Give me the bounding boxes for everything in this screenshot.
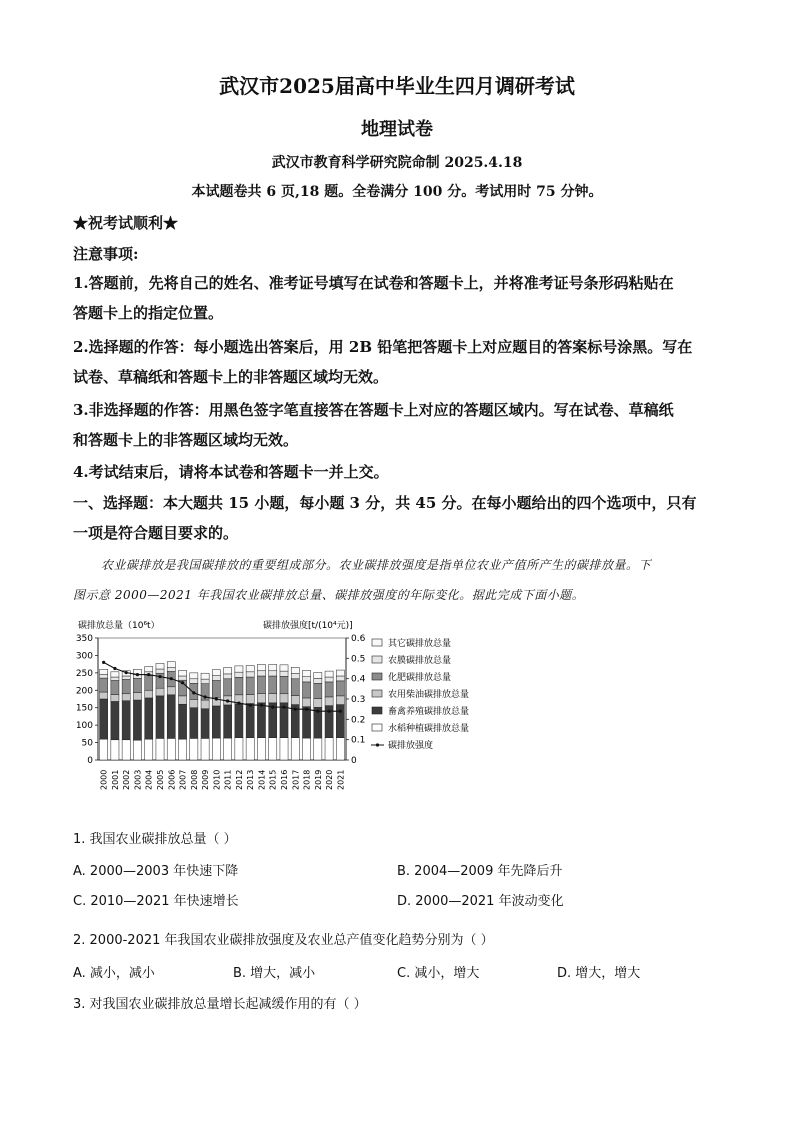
wish-text: ★祝考试顺利★ — [73, 214, 179, 232]
bar-segment — [201, 673, 209, 679]
x-tick-label: 2017 — [291, 769, 301, 790]
bar-segment — [302, 738, 310, 760]
q1-option-d: D. 2000—2021 年波动变化 — [397, 894, 564, 909]
bar-segment — [190, 699, 198, 707]
bar-segment — [100, 699, 108, 739]
intensity-point — [181, 681, 184, 684]
left-tick-label: 50 — [81, 738, 93, 749]
bar-segment — [100, 675, 108, 678]
legend-line-dot — [376, 743, 379, 746]
bar-segment — [145, 690, 153, 698]
intensity-point — [158, 675, 161, 678]
notice-item-3-line2: 和答题卡上的非答题区域均无效。 — [73, 431, 299, 449]
bar-segment — [246, 704, 254, 738]
intensity-point — [339, 710, 342, 713]
x-tick-label: 2003 — [133, 769, 143, 790]
bar-segment — [100, 669, 108, 674]
right-tick-label: 0.3 — [351, 695, 366, 705]
bar-segment — [257, 693, 265, 702]
bar-segment — [325, 682, 333, 697]
right-axis-title: 碳排放强度[t/(10⁴元)] — [263, 621, 353, 631]
bar-segment — [178, 676, 186, 680]
q1-option-b: B. 2004—2009 年先降后升 — [397, 864, 563, 879]
bar-segment — [190, 738, 198, 760]
legend-swatch — [372, 690, 382, 697]
x-tick-label: 2004 — [144, 769, 154, 790]
intro-line1: 农业碳排放是我国碳排放的重要组成部分。农业碳排放强度是指单位农业产值所产生的碳排放量。下 — [101, 558, 652, 572]
bar-segment — [314, 678, 322, 683]
bar-segment — [224, 674, 232, 679]
bar-segment — [280, 738, 288, 760]
legend-label: 其它碳排放总量 — [388, 639, 452, 649]
bar-segment — [291, 738, 299, 760]
bar-segment — [167, 667, 175, 671]
left-tick-label: 0 — [87, 756, 93, 766]
bar-segment — [133, 740, 141, 760]
bar-segment — [302, 682, 310, 698]
bar-segment — [145, 667, 153, 672]
intensity-point — [305, 708, 308, 711]
bar-segment — [257, 664, 265, 670]
bar-segment — [314, 738, 322, 760]
bar-segment — [156, 696, 164, 739]
carbon-emission-chart — [70, 612, 520, 822]
intensity-point — [192, 691, 195, 694]
bar-segment — [235, 666, 243, 672]
x-tick-label: 2020 — [325, 769, 335, 790]
bar-segment — [235, 704, 243, 738]
bar-segment — [257, 703, 265, 738]
bar-segment — [280, 671, 288, 676]
bar-segment — [314, 673, 322, 679]
x-tick-label: 2012 — [234, 769, 244, 790]
notice-item-1-line1: 1.答题前，先将自己的姓名、准考证号填写在试卷和答题卡上，并将准考证号条形码粘贴在 — [73, 274, 674, 292]
bar-segment — [111, 681, 119, 695]
intensity-point — [249, 704, 252, 707]
x-tick-label: 2010 — [212, 769, 222, 790]
left-tick-label: 350 — [75, 634, 93, 644]
bar-segment — [302, 677, 310, 682]
exam-subtitle: 地理试卷 — [361, 119, 433, 140]
bar-segment — [314, 699, 322, 708]
bar-segment — [133, 693, 141, 700]
bar-segment — [201, 738, 209, 760]
bar-segment — [336, 705, 344, 738]
legend-swatch — [372, 639, 382, 646]
bar-segment — [325, 738, 333, 760]
bar-segment — [246, 694, 254, 703]
bar-segment — [100, 739, 108, 760]
left-tick-label: 250 — [75, 668, 93, 679]
x-tick-label: 2021 — [336, 769, 346, 790]
intensity-point — [316, 710, 319, 713]
section-heading-line2: 一项是符合题目要求的。 — [73, 524, 239, 542]
notice-item-4: 4.考试结束后，请将本试卷和答题卡一并上交。 — [73, 463, 389, 481]
q2-option-a: A. 减小，减小 — [73, 966, 155, 981]
legend-label: 农用柴油碳排放总量 — [388, 690, 470, 700]
bar-segment — [246, 672, 254, 677]
bar-segment — [224, 705, 232, 738]
notice-item-1-line2: 答题卡上的指定位置。 — [73, 304, 224, 322]
right-tick-label: 0.6 — [351, 634, 366, 644]
legend-label: 化肥碳排放总量 — [388, 673, 452, 683]
left-tick-label: 200 — [75, 686, 93, 697]
intro-line2: 图示意 2000—2021 年我国农业碳排放总量、碳排放强度的年际变化。据此完成下面小题。 — [73, 588, 585, 602]
bar-segment — [246, 738, 254, 760]
chart-svg — [70, 612, 520, 822]
bar-segment — [291, 667, 299, 673]
bar-segment — [122, 679, 130, 693]
intensity-point — [136, 673, 139, 676]
intensity-point — [203, 695, 206, 698]
bar-segment — [122, 676, 130, 679]
bar-segment — [235, 672, 243, 677]
intensity-point — [294, 708, 297, 711]
bar-segment — [201, 700, 209, 709]
bar-segment — [336, 670, 344, 676]
intensity-point — [215, 697, 218, 700]
bar-segment — [111, 740, 119, 760]
intensity-point — [125, 671, 128, 674]
section-heading — [73, 488, 733, 548]
exam-title: 武汉市2025届高中毕业生四月调研考试 — [219, 74, 575, 98]
x-tick-label: 2013 — [246, 769, 256, 790]
bar-segment — [336, 681, 344, 696]
bar-segment — [291, 674, 299, 679]
bar-segment — [111, 677, 119, 680]
intensity-point — [282, 706, 285, 709]
bar-segment — [235, 677, 243, 694]
intro-text — [73, 550, 733, 610]
bar-segment — [235, 738, 243, 760]
bar-segment — [325, 671, 333, 677]
bar-segment — [246, 677, 254, 694]
x-tick-label: 2007 — [178, 769, 188, 790]
bar-segment — [167, 695, 175, 739]
left-tick-label: 300 — [75, 651, 93, 662]
bar-segment — [145, 739, 153, 760]
exam-meta: 本试题卷共 6 页,18 题。全卷满分 100 分。考试用时 75 分钟。 — [191, 184, 603, 200]
bar-segment — [336, 696, 344, 705]
bar-segment — [100, 692, 108, 699]
question-2: 2. 2000-2021 年我国农业碳排放强度及农业总产值变化趋势分别为（ ） — [73, 933, 494, 948]
right-tick-label: 0.4 — [351, 674, 366, 685]
bar-segment — [257, 676, 265, 693]
bar-segment — [156, 663, 164, 669]
notice-item-3-line1: 3.非选择题的作答：用黑色签字笔直接答在答题卡上对应的答题区域内。写在试卷、草稿纸 — [73, 401, 674, 419]
x-tick-label: 2009 — [201, 769, 211, 790]
x-tick-label: 2011 — [223, 769, 233, 790]
bar-segment — [167, 662, 175, 668]
bar-segment — [178, 696, 186, 704]
bar-segment — [156, 688, 164, 696]
bar-segment — [280, 694, 288, 703]
notice-item-2 — [73, 332, 733, 392]
bar-segment — [257, 738, 265, 760]
x-tick-label: 2018 — [302, 769, 312, 790]
bar-segment — [167, 738, 175, 760]
bar-segment — [269, 664, 277, 670]
bar-segment — [133, 678, 141, 692]
notice-heading: 注意事项: — [73, 245, 139, 263]
bar-segment — [224, 738, 232, 760]
bar-segment — [302, 707, 310, 738]
x-tick-label: 2014 — [257, 769, 267, 790]
bar-segment — [100, 678, 108, 692]
notice-item-2-line1: 2.选择题的作答：每小题选出答案后，用 2B 铅笔把答题卡上对应题目的答案标号涂黑。写在 — [73, 338, 693, 356]
bar-segment — [156, 669, 164, 673]
bar-segment — [145, 698, 153, 739]
left-axis-title: 碳排放总量（10⁶t） — [78, 621, 160, 631]
right-tick-label: 0.1 — [351, 735, 366, 746]
bar-segment — [190, 673, 198, 679]
bar-segment — [122, 694, 130, 701]
legend-label: 农膜碳排放总量 — [388, 656, 452, 666]
left-tick-label: 150 — [75, 703, 93, 714]
intensity-point — [102, 661, 105, 664]
legend-label: 水稻种植碳排放总量 — [388, 724, 470, 734]
x-tick-label: 2002 — [122, 769, 132, 790]
bar-segment — [257, 671, 265, 676]
x-tick-label: 2000 — [99, 769, 109, 790]
legend-label: 畜禽养殖碳排放总量 — [388, 707, 470, 717]
bar-segment — [212, 670, 220, 676]
bar-segment — [111, 701, 119, 739]
bar-segment — [212, 738, 220, 760]
x-tick-label: 2015 — [268, 769, 278, 790]
intensity-point — [147, 673, 150, 676]
bar-segment — [212, 681, 220, 698]
bar-segment — [269, 676, 277, 693]
question-3: 3. 对我国农业碳排放总量增长起减缓作用的有（ ） — [73, 997, 367, 1012]
left-tick-label: 100 — [75, 721, 93, 732]
legend-swatch — [372, 656, 382, 663]
bar-segment — [111, 672, 119, 677]
bar-segment — [302, 670, 310, 676]
intensity-point — [226, 699, 229, 702]
bar-segment — [145, 676, 153, 691]
notice-item-2-line2: 试卷、草稿纸和答题卡上的非答题区域均无效。 — [73, 368, 389, 386]
legend-label: 碳排放强度 — [388, 741, 434, 751]
intensity-point — [271, 706, 274, 709]
intensity-point — [170, 677, 173, 680]
right-tick-label: 0.5 — [351, 654, 366, 665]
intensity-point — [327, 710, 330, 713]
bar-segment — [280, 676, 288, 693]
bar-segment — [269, 693, 277, 702]
notice-item-1 — [73, 268, 733, 328]
intensity-point — [237, 701, 240, 704]
right-tick-label: 0 — [351, 756, 357, 766]
bar-segment — [133, 700, 141, 740]
bar-segment — [302, 698, 310, 707]
bar-segment — [224, 668, 232, 674]
bar-segment — [224, 679, 232, 696]
bar-segment — [178, 739, 186, 760]
bar-segment — [122, 740, 130, 760]
x-tick-label: 2016 — [280, 769, 289, 790]
bar-segment — [190, 708, 198, 739]
bar-segment — [178, 704, 186, 739]
x-tick-label: 2019 — [313, 769, 323, 790]
bar-segment — [280, 665, 288, 671]
x-tick-label: 2008 — [189, 769, 199, 790]
bar-segment — [190, 679, 198, 684]
bar-segment — [269, 671, 277, 676]
x-tick-label: 2005 — [156, 769, 165, 790]
x-tick-label: 2006 — [167, 769, 177, 790]
bar-segment — [246, 666, 254, 672]
bar-segment — [201, 679, 209, 684]
legend-swatch — [372, 673, 382, 680]
bar-segment — [325, 677, 333, 682]
bar-segment — [167, 687, 175, 695]
section-heading-line1: 一、选择题：本大题共 15 小题，每小题 3 分，共 45 分。在每小题给出的四个选项中，只有 — [73, 494, 697, 512]
bar-segment — [291, 679, 299, 696]
bar-segment — [291, 696, 299, 705]
q2-option-c: C. 减小，增大 — [397, 966, 480, 981]
bar-segment — [156, 738, 164, 760]
q1-option-c: C. 2010—2021 年快速增长 — [73, 894, 239, 909]
bar-segment — [325, 697, 333, 706]
exam-issuer: 武汉市教育科学研究院命制 2025.4.18 — [271, 155, 523, 171]
q2-option-d: D. 增大，增大 — [557, 966, 641, 981]
bar-segment — [212, 706, 220, 738]
bar-segment — [122, 701, 130, 740]
right-tick-label: 0.2 — [351, 715, 366, 726]
bar-segment — [314, 683, 322, 698]
bar-segment — [336, 676, 344, 681]
x-tick-label: 2001 — [110, 769, 120, 790]
bar-segment — [336, 738, 344, 760]
bar-segment — [269, 738, 277, 760]
legend-swatch — [372, 724, 382, 731]
intensity-point — [260, 704, 263, 707]
legend-swatch — [372, 707, 382, 714]
bar-segment — [178, 670, 186, 676]
q2-option-b: B. 增大，减小 — [233, 966, 316, 981]
bar-segment — [201, 709, 209, 739]
notice-item-3 — [73, 395, 733, 455]
question-1: 1. 我国农业碳排放总量（ ） — [73, 832, 237, 847]
q1-option-a: A. 2000—2003 年快速下降 — [73, 864, 239, 879]
bar-segment — [212, 676, 220, 681]
bar-segment — [111, 694, 119, 701]
intensity-point — [113, 667, 116, 670]
